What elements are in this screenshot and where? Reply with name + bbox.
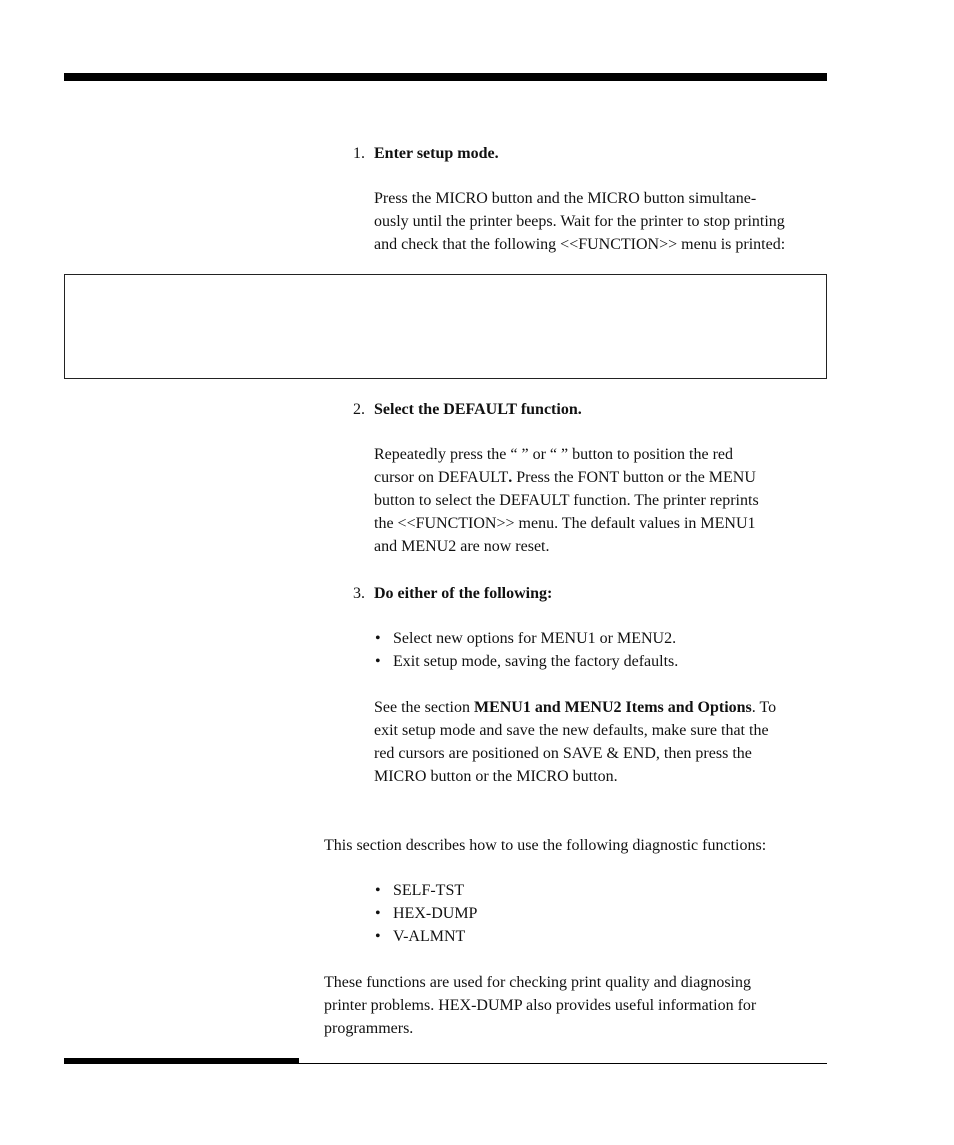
bullet-icon: • (375, 882, 381, 899)
diagnostics-intro: This section describes how to use the following diagnostic functions: (324, 837, 767, 854)
step2-line3: button to select the DEFAULT function. The printer reprints (374, 492, 759, 509)
step3-number: 3. (353, 585, 365, 602)
closing-line1: These functions are used for checking print quality and diagnosing (324, 974, 751, 991)
step1-heading: Enter setup mode. (374, 145, 499, 162)
closing-line2: printer problems. HEX-DUMP also provides useful information for (324, 997, 757, 1014)
footer-thick-rule (64, 1058, 299, 1064)
step2-line5: and MENU2 are now reset. (374, 538, 550, 555)
see-prefix: See the section (374, 699, 474, 716)
step3-heading: Do either of the following: (374, 585, 553, 602)
step2-line2-period: . (508, 469, 513, 486)
see-section-reference: MENU1 and MENU2 Items and Options (473, 699, 752, 716)
step2-line1: Repeatedly press the “ ” or “ ” button to position the red (374, 446, 734, 463)
step2-line2 (374, 466, 756, 489)
see-suffix: . To (751, 699, 777, 716)
diagnostic-function-hex-dump: HEX-DUMP (393, 905, 478, 922)
step3-see-line (374, 696, 776, 719)
step1-line2: ously until the printer beeps. Wait for the printer to stop printing (374, 213, 785, 230)
step2-heading: Select the DEFAULT function. (374, 401, 582, 418)
step1-line1: Press the MICRO button and the MICRO button simultane- (374, 190, 757, 207)
step2-number: 2. (353, 401, 365, 418)
step2-line4: the <<FUNCTION>> menu. The default values in MENU1 (374, 515, 756, 532)
step1-line3: and check that the following <<FUNCTION>> menu is printed: (374, 236, 786, 253)
bullet-icon: • (375, 928, 381, 945)
diagnostic-function-v-almnt: V-ALMNT (393, 928, 466, 945)
step3-line3: MICRO button or the MICRO button. (374, 768, 618, 785)
bullet-icon: • (375, 630, 381, 647)
step3-line2: red cursors are positioned on SAVE & END, then press the (374, 745, 752, 762)
step2-line2-rest: Press the FONT button or the MENU (512, 469, 756, 486)
step1-number: 1. (353, 145, 365, 162)
footer-thin-rule (299, 1063, 827, 1064)
function-menu-box (64, 274, 827, 379)
step3-line1: exit setup mode and save the new defaults, make sure that the (374, 722, 769, 739)
diagnostic-function-self-tst: SELF-TST (393, 882, 465, 899)
step2-line2-text: cursor on DEFAULT (374, 469, 509, 486)
closing-line3: programmers. (324, 1020, 414, 1037)
top-rule (64, 73, 827, 81)
step3-bullet-2: Exit setup mode, saving the factory defaults. (393, 653, 679, 670)
step3-bullet-1: Select new options for MENU1 or MENU2. (393, 630, 677, 647)
bullet-icon: • (375, 905, 381, 922)
bullet-icon: • (375, 653, 381, 670)
